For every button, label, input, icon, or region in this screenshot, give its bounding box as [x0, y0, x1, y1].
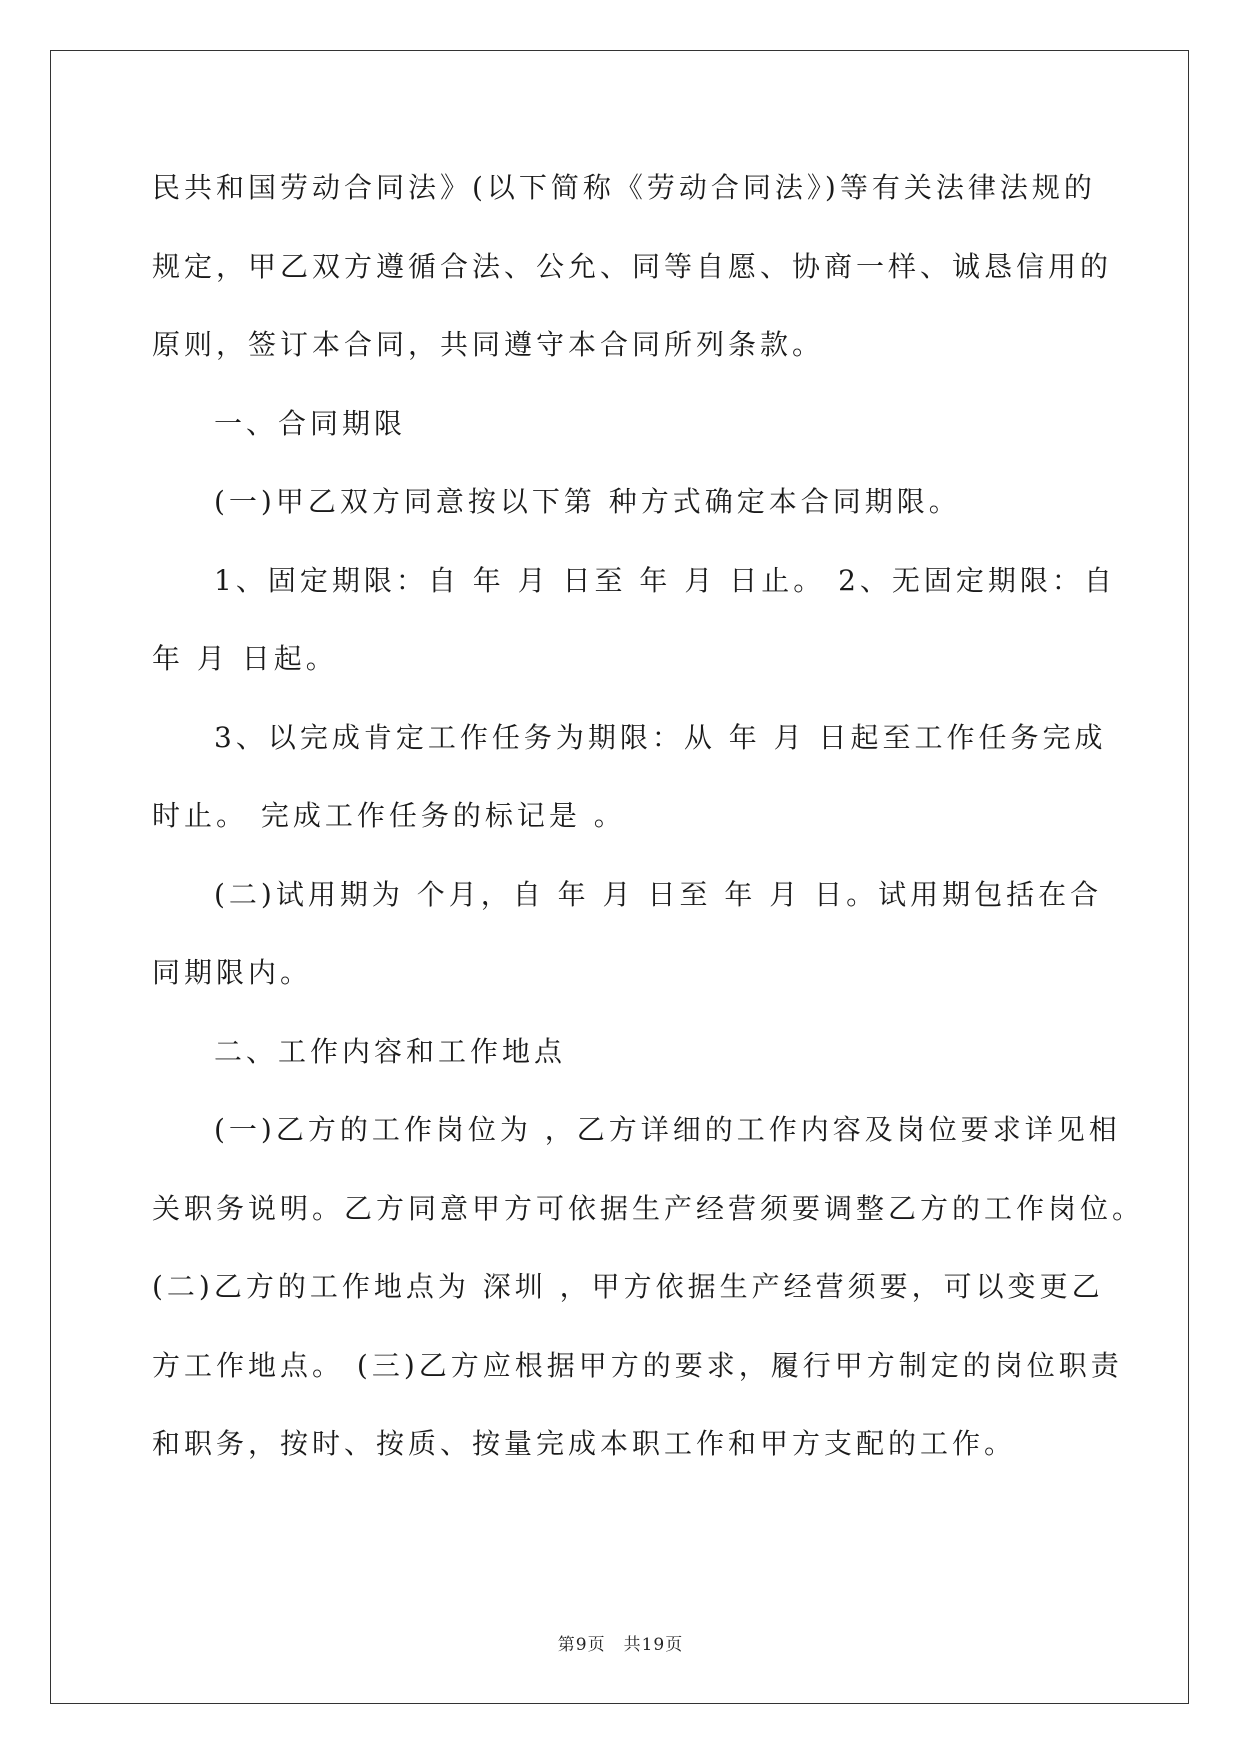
- text-line: 3、以完成肯定工作任务为期限：从 年 月 日起至工作任务完成: [214, 720, 1107, 754]
- text-line: 和职务，按时、按质、按量完成本职工作和甲方支配的工作。: [152, 1427, 1017, 1460]
- text-line: (二)试用期为 个月，自 年 月 日至 年 月 日。试用期包括在合: [214, 877, 1103, 911]
- text-line: 时止。 完成工作任务的标记是 。: [152, 799, 626, 832]
- text-line: 规定，甲乙双方遵循合法、公允、同等自愿、协商一样、诚恳信用的: [152, 249, 1113, 283]
- text-line: (一)甲乙双方同意按以下第 种方式确定本合同期限。: [214, 485, 961, 518]
- text-line: 一、合同期限: [214, 406, 407, 440]
- document-body: [152, 162, 1145, 1497]
- text-line: 民共和国劳动合同法》(以下简称《劳动合同法》)等有关法律法规的: [152, 171, 1096, 204]
- text-line: (一)乙方的工作岗位为 ，乙方详细的工作内容及岗位要求详见相: [214, 1113, 1121, 1146]
- text-line: 年 月 日起。: [152, 642, 338, 675]
- text-line: 1、固定期限：自 年 月 日至 年 月 日止。 2、无固定期限：自: [214, 563, 1116, 597]
- text-line: 关职务说明。乙方同意甲方可依据生产经营须要调整乙方的工作岗位。: [152, 1191, 1145, 1225]
- text-line: (二)乙方的工作地点为 深圳 ，甲方依据生产经营须要，可以变更乙: [152, 1270, 1104, 1303]
- text-line: 二、工作内容和工作地点: [214, 1034, 567, 1068]
- text-line: 原则，签订本合同，共同遵守本合同所列条款。: [152, 328, 825, 361]
- text-line: 方工作地点。 (三)乙方应根据甲方的要求，履行甲方制定的岗位职责: [152, 1348, 1123, 1382]
- text-line: 同期限内。: [152, 956, 313, 989]
- page-number: 第9页 共19页: [557, 1635, 684, 1655]
